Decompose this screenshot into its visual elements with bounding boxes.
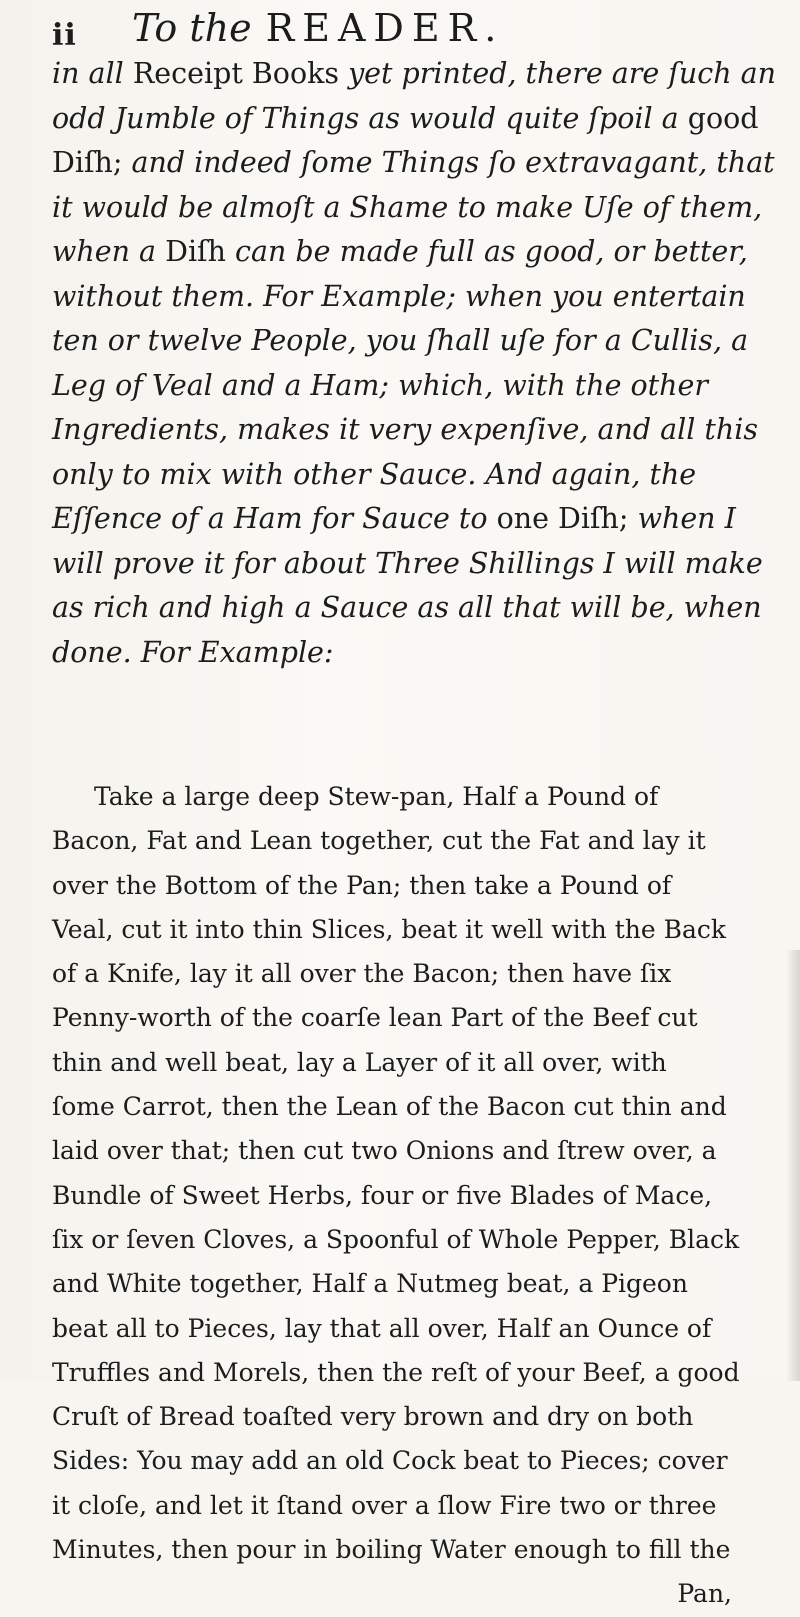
text-run: Receipt Books — [132, 57, 349, 90]
recipe-line: ſix or ſeven Cloves, a Spoonful of Whole Pepper, Black — [52, 1224, 740, 1254]
text-run: when a — [52, 235, 166, 268]
page-edge-shadow — [786, 950, 800, 1381]
text-run: Eſſence of a Ham for Sauce to — [52, 502, 497, 535]
text-run: can be made full as good, or better, — [235, 235, 748, 268]
text-run: Diſh — [165, 235, 236, 268]
text-run: and indeed ſome Things ſo extravagant, that — [131, 146, 775, 179]
text-run: in all — [52, 57, 133, 90]
recipe-line: thin and well beat, lay a Layer of it all over, with — [52, 1047, 667, 1077]
page-number: ii — [52, 18, 77, 53]
intro-line — [52, 453, 742, 498]
recipe-line: of a Knife, lay it all over the Bacon; then have ſix — [52, 959, 672, 989]
recipe-line: ſome Carrot, then the Lean of the Bacon cut thin and — [52, 1092, 727, 1122]
intro-line — [52, 364, 742, 409]
recipe-line: Penny-worth of the coarſe lean Part of the Beef cut — [52, 1003, 698, 1033]
recipe-paragraph — [52, 775, 752, 1617]
catchword: Pan, — [677, 1579, 732, 1609]
recipe-line: over the Bottom of the Pan; then take a Pound of — [52, 870, 672, 900]
text-run: yet printed, there are ſuch an — [348, 57, 776, 90]
text-run: when I — [637, 502, 736, 535]
intro-line — [52, 141, 775, 186]
text-run: without them. For Example; when you entertain — [52, 279, 746, 313]
recipe-line: laid over that; then cut two Onions and ſtrew over, a — [52, 1136, 717, 1166]
page-header — [52, 2, 752, 54]
recipe-line: it cloſe, and let it ſtand over a ſlow Fire two or three — [52, 1490, 717, 1520]
text-run: Ingredients, makes it very expenſive, and all this — [52, 413, 758, 446]
recipe-line: Minutes, then pour in boiling Water enough to fill the — [52, 1535, 731, 1565]
intro-line — [52, 497, 742, 542]
text-run: Diſh; — [52, 146, 132, 179]
intro-line — [52, 542, 763, 587]
running-title — [132, 6, 504, 50]
recipe-line: Take a large deep Stew-pan, Half a Pound of — [94, 782, 659, 811]
text-run: Leg of Veal and a Ham; which, with the other — [52, 368, 708, 402]
text-run: will prove it for about Three Shillings I will make — [52, 546, 763, 580]
text-run: odd Jumble of Things as would quite ſpoil a — [52, 101, 688, 135]
recipe-line: Truffles and Morels, then the reſt of your Beef, a good — [52, 1357, 740, 1387]
intro-line — [52, 97, 759, 142]
text-run: done. For Example: — [52, 635, 334, 669]
recipe-line: Sides: You may add an old Cock beat to Pieces; cover — [52, 1446, 728, 1476]
intro-line — [52, 586, 762, 631]
recipe-line: Cruſt of Bread toaſted very brown and dry on both — [52, 1402, 694, 1432]
text-run: one Diſh; — [496, 502, 638, 535]
intro-line — [52, 275, 746, 320]
recipe-line: beat all to Pieces, lay that all over, Half an Ounce of — [52, 1313, 712, 1343]
running-title-prefix: To the — [132, 6, 252, 50]
text-run: good — [687, 101, 759, 135]
intro-line — [52, 52, 776, 97]
intro-line — [52, 186, 763, 231]
intro-line — [52, 230, 748, 275]
recipe-line: Bundle of Sweet Herbs, four or five Blades of Mace, — [52, 1180, 713, 1210]
running-title-main: READER. — [265, 6, 505, 50]
text-run: only to mix with other Sauce. And again, the — [52, 457, 697, 491]
intro-line — [52, 319, 749, 364]
intro-line — [52, 631, 742, 676]
intro-line — [52, 408, 758, 453]
recipe-line: Bacon, Fat and Lean together, cut the Fat and lay it — [52, 826, 706, 856]
recipe-line: Veal, cut it into thin Slices, beat it well with the Back — [52, 914, 727, 944]
text-run: it would be almoſt a Shame to make Uſe of them, — [52, 190, 763, 224]
text-run: as rich and high a Sauce as all that will be, when — [52, 591, 762, 624]
text-run: ten or twelve People, you ſhall uſe for a Cullis, a — [52, 324, 749, 357]
recipe-line: and White together, Half a Nutmeg beat, a Pigeon — [52, 1269, 688, 1299]
intro-paragraph — [52, 52, 776, 675]
